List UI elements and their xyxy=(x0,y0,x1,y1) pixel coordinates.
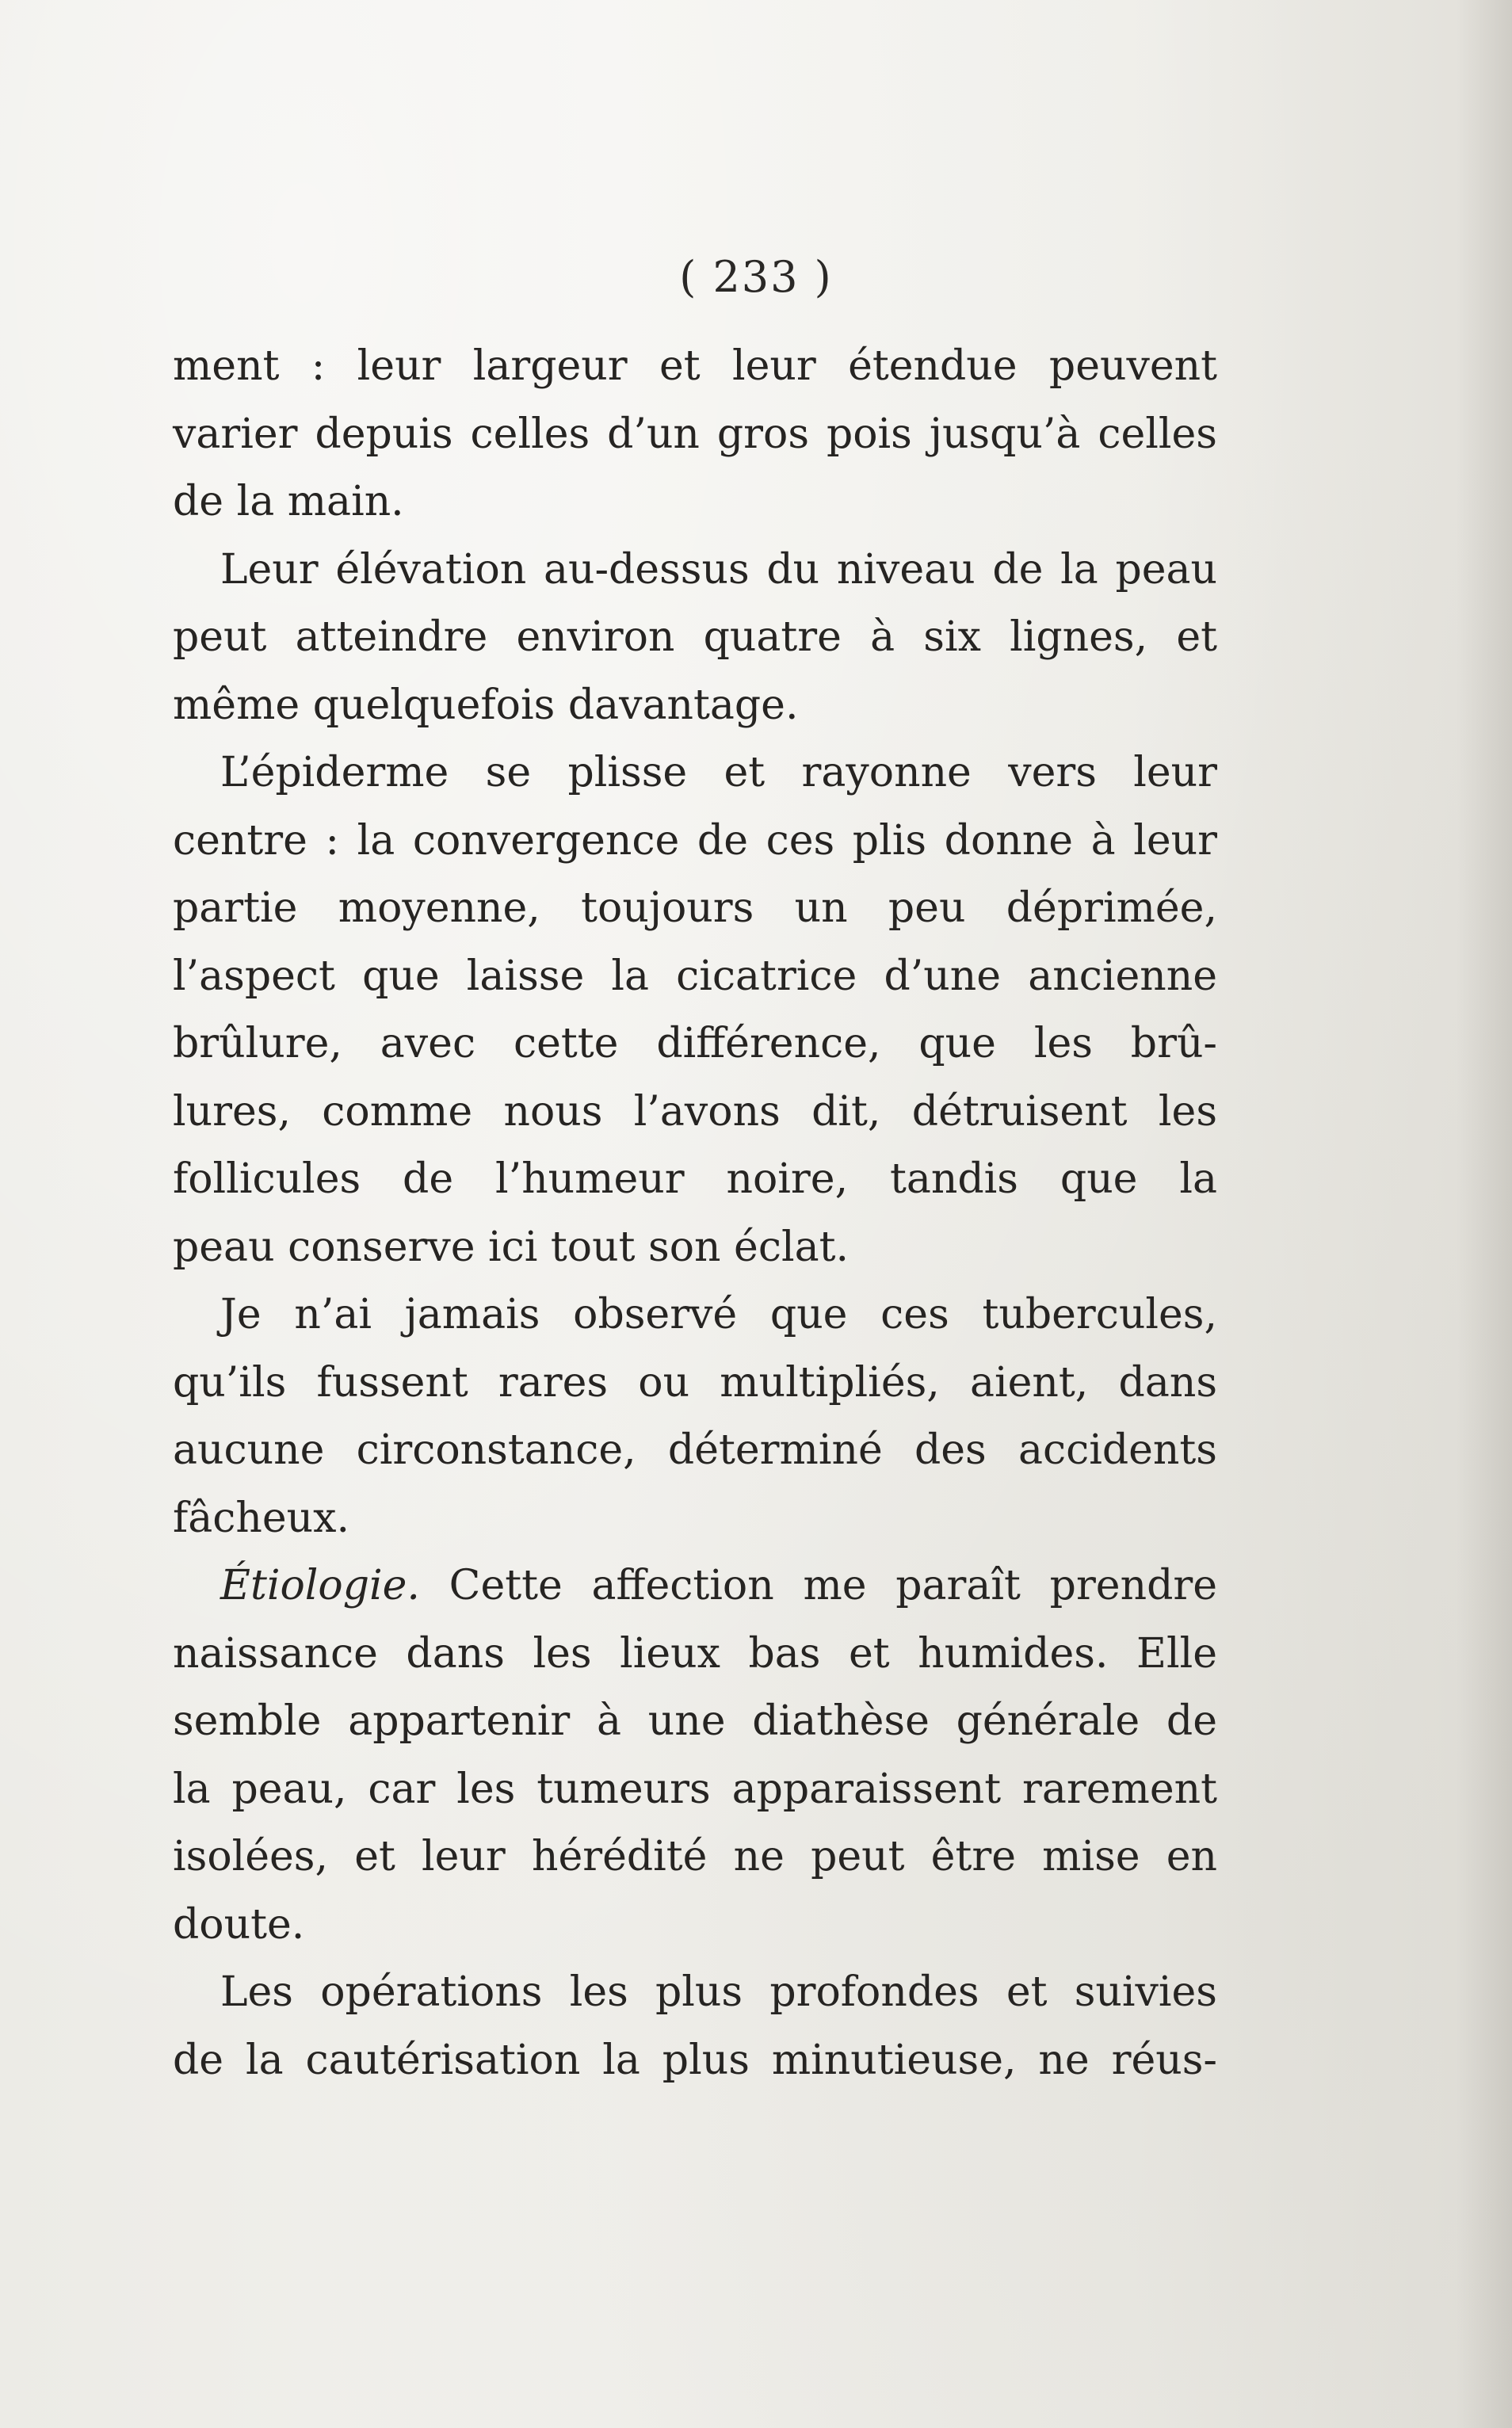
section-heading: Étiologie. xyxy=(220,1562,420,1609)
page-edge-shadow xyxy=(1457,0,1512,2428)
text-line: de la cautérisation la plus minutieuse, ne réus- xyxy=(173,2036,1217,2084)
paragraph xyxy=(173,1959,1217,2094)
text-line: peut atteindre environ quatre à six lignes, et xyxy=(173,613,1217,661)
text-line: L’épiderme se plisse et rayonne vers leur xyxy=(220,749,1217,796)
text-line: isolées, et leur hérédité ne peut être mise en xyxy=(173,1833,1217,1880)
text-line: partie moyenne, toujours un peu déprimée, xyxy=(173,884,1217,932)
text-line: Leur élévation au-dessus du niveau de la peau xyxy=(220,545,1217,594)
text-line: l’aspect que laisse la cicatrice d’une ancienne xyxy=(173,952,1217,1000)
text-line xyxy=(173,1552,1217,1621)
paragraph xyxy=(173,333,1217,536)
text-line: même quelquefois davantage. xyxy=(173,681,799,729)
text-line: brûlure, avec cette différence, que les brû- xyxy=(173,1020,1217,1067)
text-line: de la main. xyxy=(173,478,404,525)
text-line: qu’ils fussent rares ou multipliés, aient, dans xyxy=(173,1358,1217,1407)
text-line: Les opérations les plus profondes et suivies xyxy=(220,1968,1217,2016)
text-line: semble appartenir à une diathèse générale de xyxy=(173,1697,1217,1745)
paragraph xyxy=(173,536,1217,740)
text-line: la peau, car les tumeurs apparaissent rarement xyxy=(173,1765,1217,1813)
paragraph xyxy=(173,1552,1217,1959)
text-line: aucune circonstance, déterminé des accidents xyxy=(173,1426,1217,1474)
text-line: centre : la convergence de ces plis donne à leur xyxy=(173,816,1217,865)
text-line: lures, comme nous l’avons dit, détruisent les xyxy=(173,1087,1217,1136)
text-line: peau conserve ici tout son éclat. xyxy=(173,1223,849,1271)
body-text xyxy=(173,333,1217,2094)
text-line: ment : leur largeur et leur étendue peuvent xyxy=(173,342,1217,390)
paragraph xyxy=(173,1281,1217,1552)
text-line: doute. xyxy=(173,1900,305,1949)
page-number: ( 233 ) xyxy=(679,252,833,302)
text-line: fâcheux. xyxy=(173,1494,349,1542)
text-line: follicules de l’humeur noire, tandis que la xyxy=(173,1155,1217,1203)
text-line: varier depuis celles d’un gros pois jusqu’à celles xyxy=(173,410,1217,458)
text-line: Je n’ai jamais observé que ces tubercules, xyxy=(220,1291,1217,1338)
text-line: naissance dans les lieux bas et humides. Elle xyxy=(173,1629,1217,1678)
paragraph xyxy=(173,739,1217,1281)
text-run: Cette affection me paraît prendre xyxy=(419,1562,1217,1609)
